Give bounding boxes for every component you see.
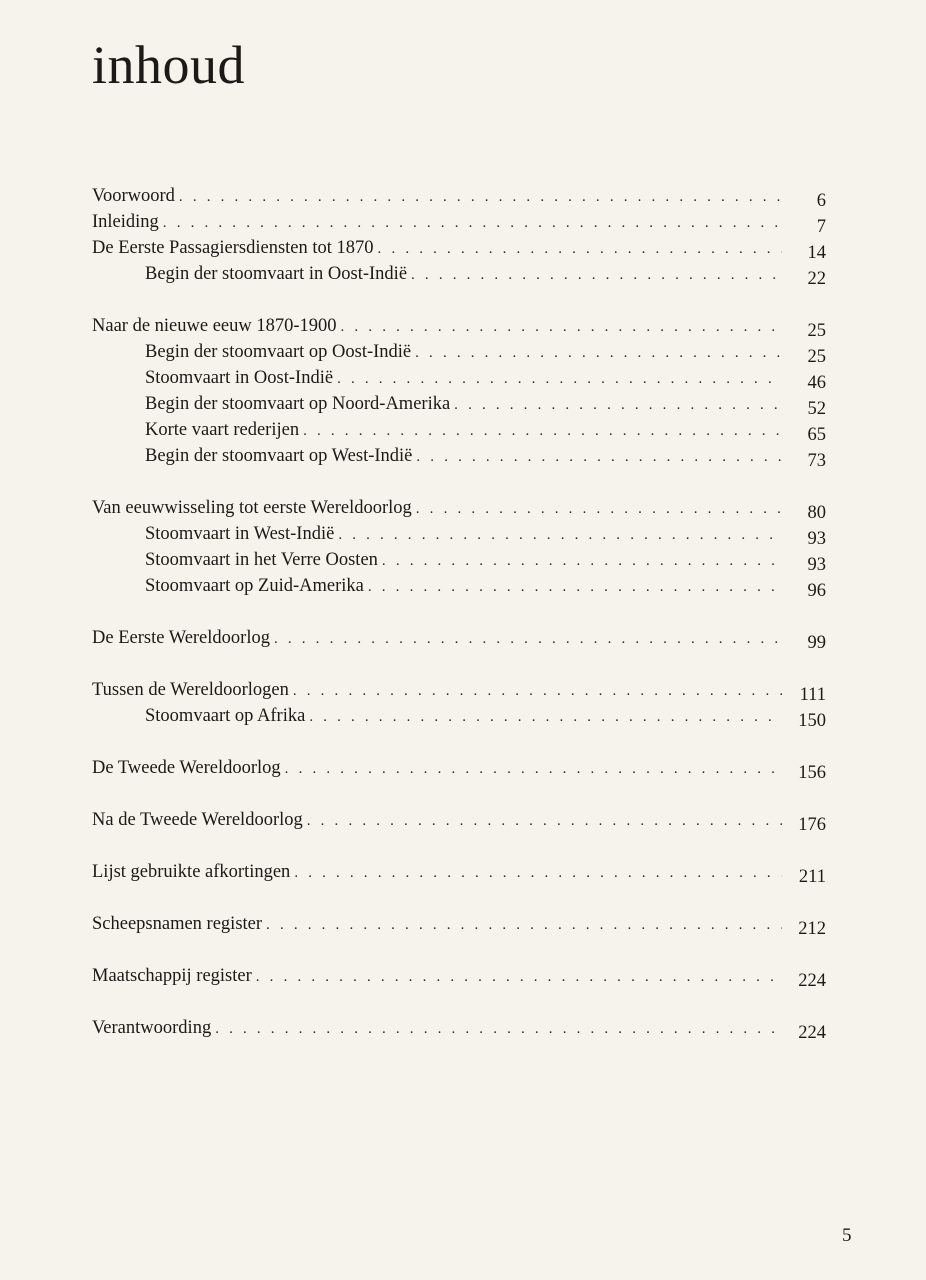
toc-subentry-korte-vaart [92, 417, 826, 443]
dot-leader [163, 210, 782, 236]
toc-entry-page: 93 [807, 529, 826, 549]
toc-entry-label: Stoomvaart in Oost-Indië [145, 368, 334, 388]
toc-entry-tweede-wereldoorlog [92, 755, 826, 781]
toc-subentry-stoomvaart-oost-indie [92, 365, 826, 391]
toc-subentry-verre-oosten [92, 547, 826, 573]
toc-entry-label: Inleiding [92, 212, 159, 232]
toc-entry-page: 22 [807, 269, 826, 289]
dot-leader [294, 860, 782, 886]
dot-leader [415, 340, 782, 366]
toc-entry-label: Scheepsnamen register [92, 914, 263, 934]
toc-entry-voorwoord [92, 183, 826, 209]
toc-entry-label: Lijst gebruikte afkortingen [92, 862, 291, 882]
toc-entry-label: Begin der stoomvaart op Noord-Amerika [145, 394, 451, 414]
dot-leader [285, 756, 782, 782]
toc-subentry-stoomvaart-op-oost-indie [92, 339, 826, 365]
table-of-contents [92, 183, 826, 1041]
toc-entry-page: 93 [807, 555, 826, 575]
toc-entry-verantwoording [92, 1015, 826, 1041]
dot-leader [416, 444, 782, 470]
toc-entry-page: 156 [798, 763, 826, 783]
toc-subentry-stoomvaart-west-indie [92, 521, 826, 547]
dot-leader [266, 912, 782, 938]
dot-leader [416, 496, 782, 522]
dot-leader [215, 1016, 782, 1042]
toc-entry-page: 224 [798, 1023, 826, 1043]
toc-entry-page: 176 [798, 815, 826, 835]
dot-leader [274, 626, 782, 652]
toc-entry-label: Begin der stoomvaart op West-Indië [145, 446, 413, 466]
toc-entry-na-tweede-wereldoorlog [92, 807, 826, 833]
dot-leader [378, 236, 782, 262]
toc-entry-tussen-wereldoorlogen [92, 677, 826, 703]
toc-entry-page: 14 [807, 243, 826, 263]
toc-entry-label: Korte vaart rederijen [145, 420, 300, 440]
dot-leader [341, 314, 782, 340]
toc-entry-label: Stoomvaart in West-Indië [145, 524, 335, 544]
toc-entry-page: 80 [807, 503, 826, 523]
dot-leader [411, 262, 782, 288]
toc-entry-afkortingen [92, 859, 826, 885]
dot-leader [382, 548, 782, 574]
page-title: inhoud [92, 35, 246, 95]
toc-entry-page: 99 [807, 633, 826, 653]
toc-entry-page: 224 [798, 971, 826, 991]
toc-entry-eeuwwisseling [92, 495, 826, 521]
toc-entry-page: 6 [816, 191, 826, 211]
toc-entry-label: Van eeuwwisseling tot eerste Wereldoorlog [92, 498, 412, 518]
dot-leader [179, 184, 782, 210]
toc-entry-page: 96 [807, 581, 826, 601]
toc-entry-page: 150 [798, 711, 826, 731]
toc-entry-page: 111 [799, 685, 826, 705]
toc-entry-label: Verantwoording [92, 1018, 212, 1038]
dot-leader [454, 392, 782, 418]
toc-entry-nieuwe-eeuw [92, 313, 826, 339]
toc-subentry-noord-amerika [92, 391, 826, 417]
toc-entry-label: De Eerste Wereldoorlog [92, 628, 270, 648]
toc-subentry-zuid-amerika [92, 573, 826, 599]
toc-entry-page: 7 [816, 217, 826, 237]
toc-entry-label: Stoomvaart op Afrika [145, 706, 306, 726]
toc-entry-label: Tussen de Wereldoorlogen [92, 680, 289, 700]
toc-entry-page: 46 [807, 373, 826, 393]
toc-entry-inleiding [92, 209, 826, 235]
toc-entry-label: Stoomvaart in het Verre Oosten [145, 550, 378, 570]
toc-entry-label: De Eerste Passagiersdiensten tot 1870 [92, 238, 374, 258]
toc-entry-page: 52 [807, 399, 826, 419]
toc-entry-page: 25 [807, 347, 826, 367]
dot-leader [256, 964, 782, 990]
dot-leader [309, 704, 782, 730]
toc-entry-label: Naar de nieuwe eeuw 1870-1900 [92, 316, 337, 336]
toc-entry-label: De Tweede Wereldoorlog [92, 758, 281, 778]
dot-leader [307, 808, 782, 834]
toc-subentry-stoomvaart-in-oost-indie [92, 261, 826, 287]
dot-leader [368, 574, 782, 600]
dot-leader [338, 522, 782, 548]
toc-entry-maatschappij-register [92, 963, 826, 989]
dot-leader [303, 418, 782, 444]
toc-entry-page: 212 [798, 919, 826, 939]
toc-entry-page: 25 [807, 321, 826, 341]
toc-entry-label: Stoomvaart op Zuid-Amerika [145, 576, 364, 596]
toc-entry-label: Begin der stoomvaart in Oost-Indië [145, 264, 408, 284]
toc-entry-scheepsnamen-register [92, 911, 826, 937]
toc-entry-label: Na de Tweede Wereldoorlog [92, 810, 303, 830]
toc-subentry-afrika [92, 703, 826, 729]
toc-entry-label: Maatschappij register [92, 966, 252, 986]
toc-entry-page: 211 [798, 867, 826, 887]
page-number: 5 [842, 1225, 852, 1246]
toc-entry-page: 65 [807, 425, 826, 445]
toc-entry-eerste-passagiersdiensten [92, 235, 826, 261]
toc-entry-page: 73 [807, 451, 826, 471]
dot-leader [337, 366, 782, 392]
toc-entry-eerste-wereldoorlog [92, 625, 826, 651]
dot-leader [293, 678, 782, 704]
toc-subentry-west-indie [92, 443, 826, 469]
toc-entry-label: Voorwoord [92, 186, 175, 206]
toc-entry-label: Begin der stoomvaart op Oost-Indië [145, 342, 412, 362]
